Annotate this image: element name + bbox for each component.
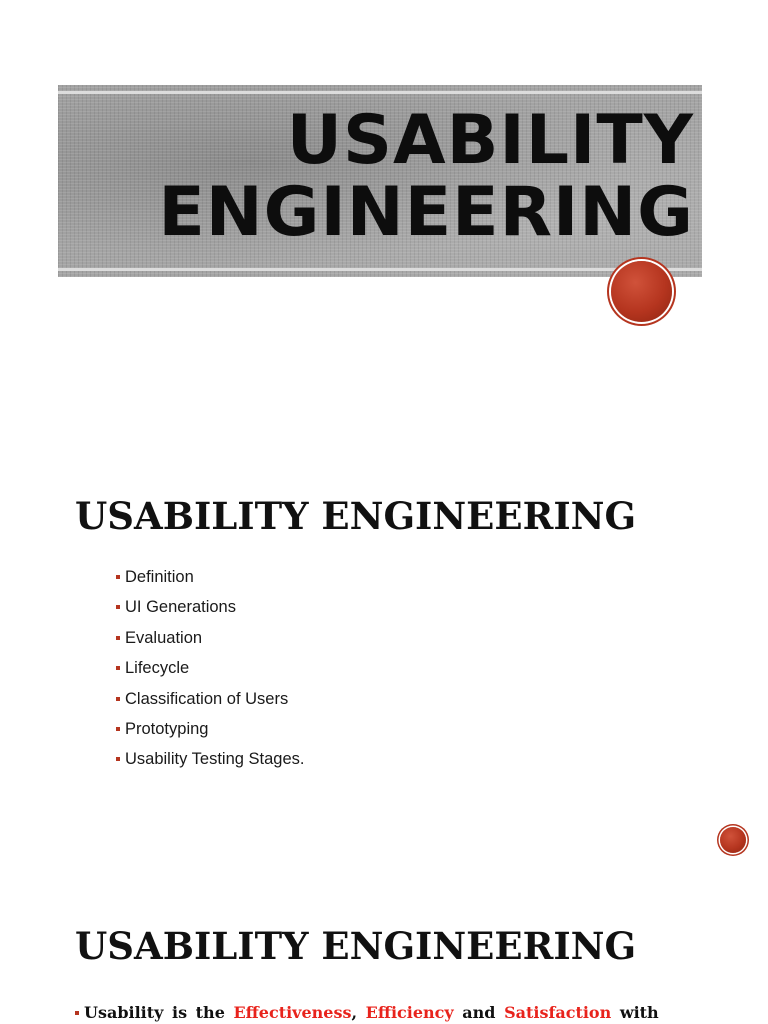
list-item: Prototyping [116, 718, 304, 748]
title-line-1: USABILITY [286, 101, 694, 180]
definition-suffix: with [619, 1003, 659, 1022]
slide-heading: USABILITY ENGINEERING [75, 494, 637, 538]
list-item: Definition [116, 566, 304, 596]
list-item: Evaluation [116, 627, 304, 657]
title-banner [58, 85, 702, 277]
list-item: Classification of Users [116, 688, 304, 718]
definition-slide [0, 884, 768, 1024]
list-item: UI Generations [116, 596, 304, 626]
agenda-list [116, 566, 304, 779]
decorative-orb-icon [720, 827, 746, 853]
definition-text [75, 1002, 695, 1024]
term-satisfaction: Satisfaction [504, 1003, 612, 1022]
list-item: Usability Testing Stages. [116, 748, 304, 778]
definition-conjunction: and [462, 1003, 496, 1022]
definition-separator: , [351, 1003, 358, 1022]
title-slide [0, 0, 768, 372]
presentation-title [74, 101, 694, 252]
slide-heading: USABILITY ENGINEERING [75, 924, 637, 968]
definition-prefix: Usability is the [84, 1003, 225, 1022]
agenda-slide [0, 372, 768, 884]
banner-top-rule [58, 91, 702, 94]
title-line-2: ENGINEERING [158, 173, 694, 252]
decorative-orb-icon [611, 261, 672, 322]
banner-bottom-rule [58, 268, 702, 271]
term-efficiency: Efficiency [365, 1003, 454, 1022]
list-item: Lifecycle [116, 657, 304, 687]
term-effectiveness: Effectiveness [233, 1003, 352, 1022]
